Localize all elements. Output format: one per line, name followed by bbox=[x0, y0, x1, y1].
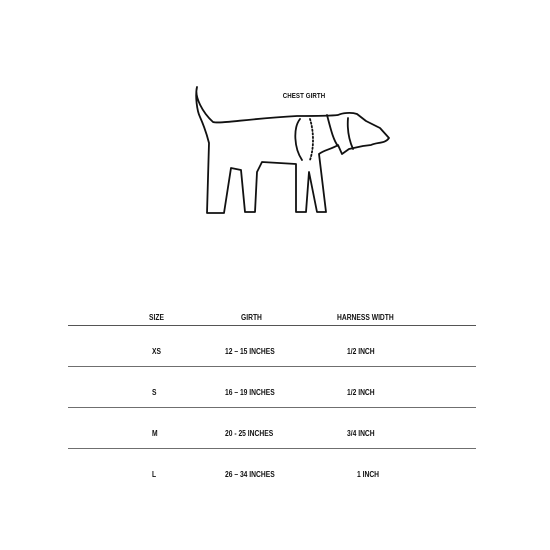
column-header-girth: GIRTH bbox=[241, 313, 262, 322]
table-header-row bbox=[68, 312, 476, 326]
size-cell: L bbox=[152, 470, 157, 479]
dog-collar-line bbox=[327, 115, 338, 146]
size-chart-table bbox=[68, 312, 476, 489]
column-header-size: SIZE bbox=[149, 313, 164, 322]
girth-cell: 16 – 19 INCHES bbox=[225, 388, 275, 397]
harness-width-cell: 1 INCH bbox=[357, 470, 380, 479]
girth-cell: 20 - 25 INCHES bbox=[225, 429, 274, 438]
dog-body-outline bbox=[196, 87, 389, 213]
harness-width-cell: 3/4 INCH bbox=[347, 429, 375, 438]
table-row bbox=[68, 367, 476, 408]
table-row bbox=[68, 449, 476, 489]
harness-width-cell: 1/2 INCH bbox=[347, 347, 375, 356]
harness-width-cell: 1/2 INCH bbox=[347, 388, 375, 397]
chest-girth-band bbox=[295, 119, 302, 160]
girth-cell: 26 – 34 INCHES bbox=[225, 470, 275, 479]
chest-girth-band-back bbox=[310, 119, 313, 160]
table-row bbox=[68, 326, 476, 367]
dog-chest-girth-illustration bbox=[0, 0, 550, 260]
chest-girth-label: CHEST GIRTH bbox=[282, 91, 326, 100]
girth-cell: 12 – 15 INCHES bbox=[225, 347, 275, 356]
size-cell: M bbox=[152, 429, 158, 438]
table-row bbox=[68, 408, 476, 449]
size-cell: S bbox=[152, 388, 157, 397]
column-header-harness-width: HARNESS WIDTH bbox=[337, 313, 394, 322]
dog-ear bbox=[348, 118, 353, 149]
size-cell: XS bbox=[152, 347, 161, 356]
